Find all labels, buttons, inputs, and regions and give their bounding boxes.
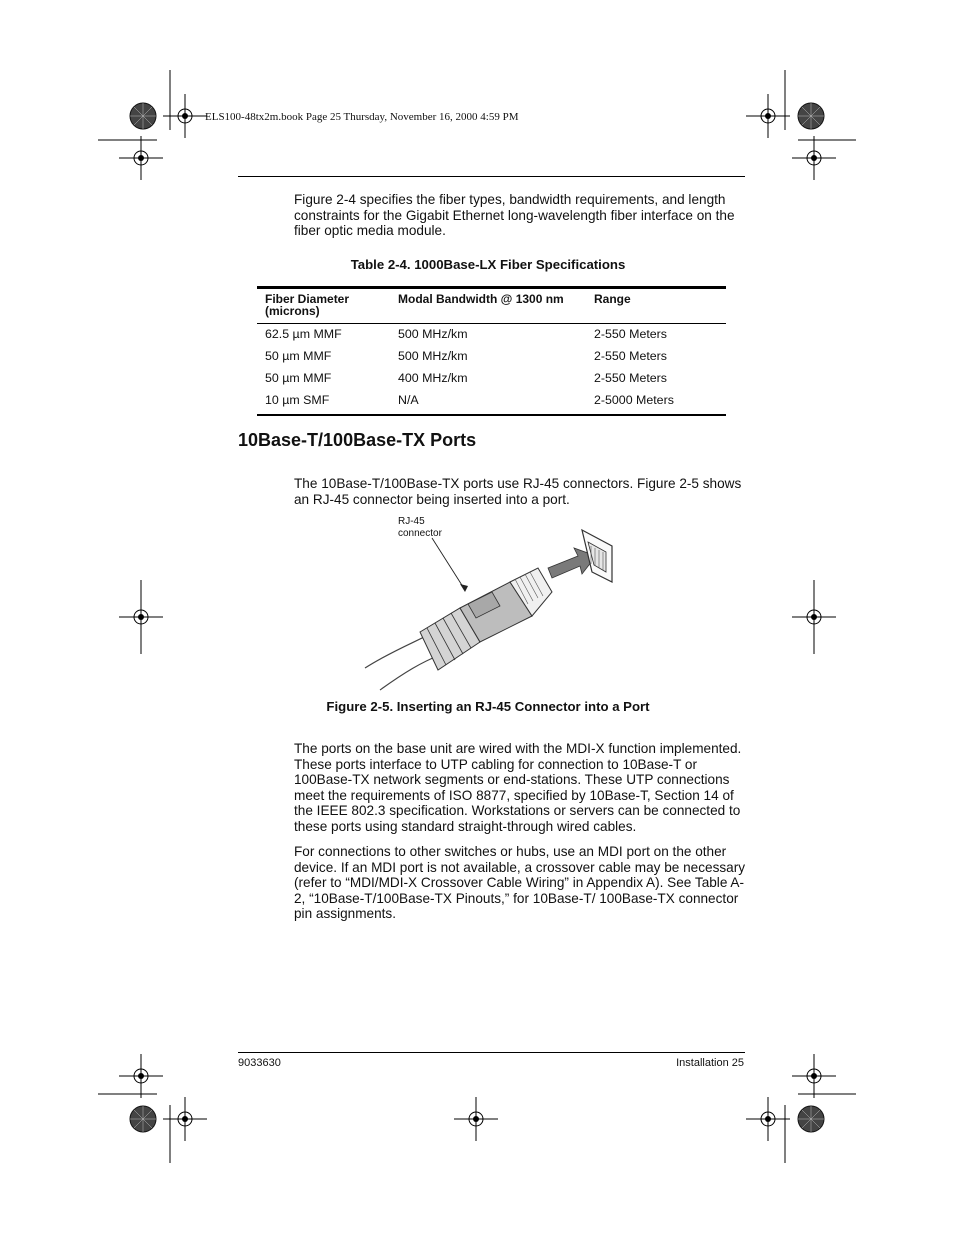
section-heading: 10Base-T/100Base-TX Ports	[238, 430, 477, 450]
footer-doc-number: 9033630	[238, 1057, 281, 1069]
table-cell: 50 µm MMF	[265, 349, 332, 363]
figure-caption: Figure 2-5. Inserting an RJ-45 Connector into a Port	[326, 699, 650, 714]
section-paragraph-1: The 10Base-T/100Base-TX ports use RJ-45 connectors. Figure 2-5 shows an RJ-45 connector being inserted into a port.	[294, 476, 742, 507]
column-header-bandwidth: Modal Bandwidth @ 1300 nm	[390, 288, 586, 324]
column-header-diameter: Fiber Diameter (microns)	[257, 288, 390, 324]
figure-label-line-1: RJ-45	[398, 516, 425, 527]
table-cell: 500 MHz/km	[398, 349, 468, 363]
table-cell: 2-550 Meters	[594, 349, 668, 363]
section-paragraph-2: The ports on the base unit are wired with the MDI-X function implemented. These ports interface to UTP cabling for connection to 10Base-T or 100Base-TX network segments or end-stations. These UTP connections meet the requirements of ISO 8877, specified by 10Base-T, Section 14 of the IEEE 802.3 specification. Workstations or servers can be connected to these ports using standard straight-through wired cables.	[294, 741, 742, 834]
table-cell: 2-550 Meters	[594, 327, 668, 341]
table-cell: 400 MHz/km	[398, 371, 468, 385]
table-cell: 500 MHz/km	[398, 327, 468, 341]
table-cell: 62.5 µm MMF	[265, 327, 342, 341]
table-cell: 2-5000 Meters	[586, 392, 726, 415]
section-paragraph-3: For connections to other switches or hubs, use an MDI port on the other device. If an MDI port is not available, a crossover cable may be necessary (refer to “MDI/MDI-X Crossover Cable Wiring” in Appendix A). See Table A-2, “10Base-T/100Base-TX Pinouts,” for 10Base-T/ 100Base-TX connector pin assignments.	[294, 844, 746, 922]
table-caption: Table 2-4. 1000Base-LX Fiber Specifications	[350, 257, 626, 272]
footer-page-label: Installation 25	[676, 1057, 744, 1069]
table-cell: 2-550 Meters	[594, 371, 668, 385]
table-cell: 50 µm MMF	[265, 371, 332, 385]
intro-paragraph: Figure 2-4 specifies the fiber types, bandwidth requirements, and length constraints for the Gigabit Ethernet long-wavelength fiber interface on the fiber optic media module.	[294, 192, 735, 239]
print-slug: ELS100-48tx2m.book Page 25 Thursday, November 16, 2000 4:59 PM	[205, 111, 519, 123]
table-cell: N/A	[390, 392, 586, 415]
table-cell: 10 µm SMF	[257, 392, 390, 415]
figure-label-line-2: connector	[398, 528, 442, 539]
column-header-range: Range	[586, 288, 726, 324]
